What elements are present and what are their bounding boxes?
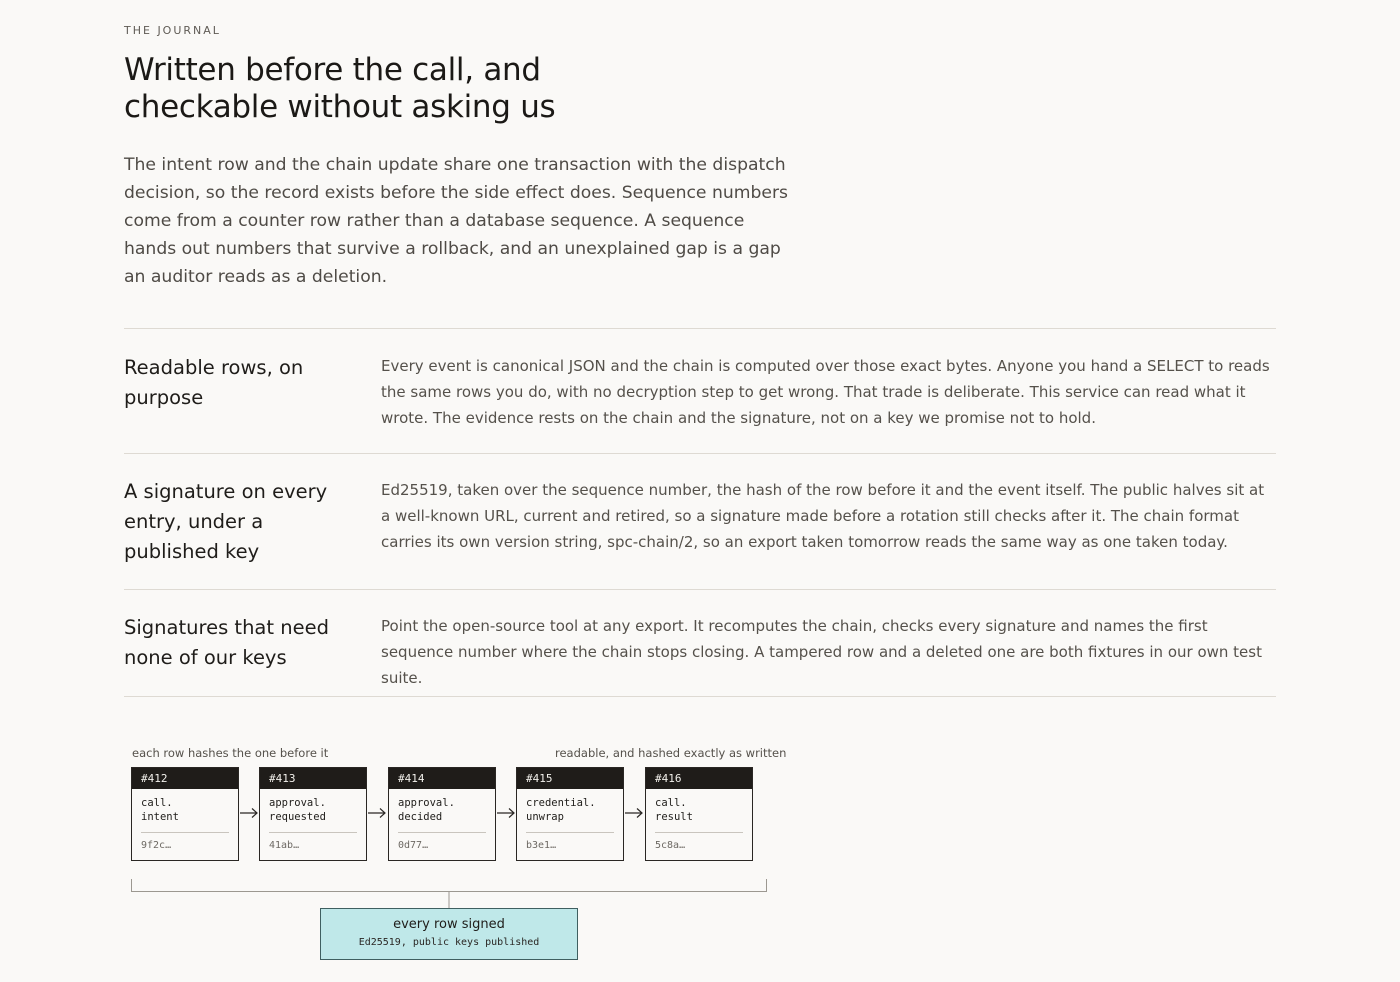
row-event: credential. unwrap	[526, 797, 596, 823]
chain-arrow-icon	[367, 807, 387, 819]
row-sequence: #413	[260, 768, 366, 789]
chain-arrow-icon	[496, 807, 516, 819]
signed-title: every row signed	[393, 917, 505, 932]
chain-arrow-icon	[624, 807, 644, 819]
journal-row-card	[131, 767, 239, 861]
feature-title-verify: Signatures that need none of our keys	[124, 616, 329, 669]
divider	[124, 453, 1276, 454]
divider	[124, 328, 1276, 329]
row-event: approval. requested	[269, 797, 326, 823]
section-headline: Written before the call, and checkable without asking us	[124, 52, 556, 125]
row-event: approval. decided	[398, 797, 455, 823]
row-event: call. result	[655, 797, 693, 823]
row-hash: 0d77…	[398, 840, 429, 851]
feature-body-readable-rows: Every event is canonical JSON and the chain is computed over those exact bytes. Anyone you hand a SELECT to reads the same rows you do, with no decryption step to get wrong. That trade is deliberate. This service can read what it wrote. The evidence rests on the chain and the signature, not on a key we promise not to hold.	[381, 357, 1270, 427]
signed-callout	[320, 908, 578, 960]
feature-body-signature: Ed25519, taken over the sequence number, the hash of the row before it and the event itself. The public halves sit at a well-known URL, current and retired, so a signature made before a rotation still checks after it. The chain format carries its own version string, spc-chain/2, so an export taken tomorrow reads the same way as one taken today.	[381, 481, 1265, 551]
feature-title-readable-rows: Readable rows, on purpose	[124, 356, 304, 409]
diagram-caption-right: readable, and hashed exactly as written	[555, 746, 787, 760]
chain-arrow-icon	[239, 807, 259, 819]
diagram-caption-left: each row hashes the one before it	[132, 746, 329, 760]
intro-paragraph: The intent row and the chain update share one transaction with the dispatch decision, so the record exists before the side effect does. Sequence numbers come from a counter row rather than a database sequence. A sequence hands out numbers that survive a rollback, and an unexplained gap is a gap an auditor reads as a deletion.	[124, 155, 789, 287]
row-sequence: #415	[517, 768, 623, 789]
divider	[124, 696, 1276, 697]
divider	[124, 589, 1276, 590]
journal-row-card	[516, 767, 624, 861]
row-sequence: #414	[389, 768, 495, 789]
journal-row-card	[259, 767, 367, 861]
row-hash: b3e1…	[526, 840, 557, 851]
signed-subtitle: Ed25519, public keys published	[358, 937, 540, 948]
journal-row-card	[645, 767, 753, 861]
row-event: call. intent	[141, 797, 179, 823]
eyebrow: THE JOURNAL	[124, 24, 221, 37]
row-hash: 9f2c…	[141, 840, 172, 851]
row-hash: 5c8a…	[655, 840, 686, 851]
feature-title-signature: A signature on every entry, under a published key	[124, 480, 328, 563]
feature-body-verify: Point the open-source tool at any export. It recomputes the chain, checks every signature and names the first sequence number where the chain stops closing. A tampered row and a deleted one are both fixtures in our own test suite.	[381, 617, 1262, 687]
row-sequence: #416	[646, 768, 752, 789]
row-hash: 41ab…	[269, 840, 300, 851]
journal-row-card	[388, 767, 496, 861]
row-sequence: #412	[132, 768, 238, 789]
